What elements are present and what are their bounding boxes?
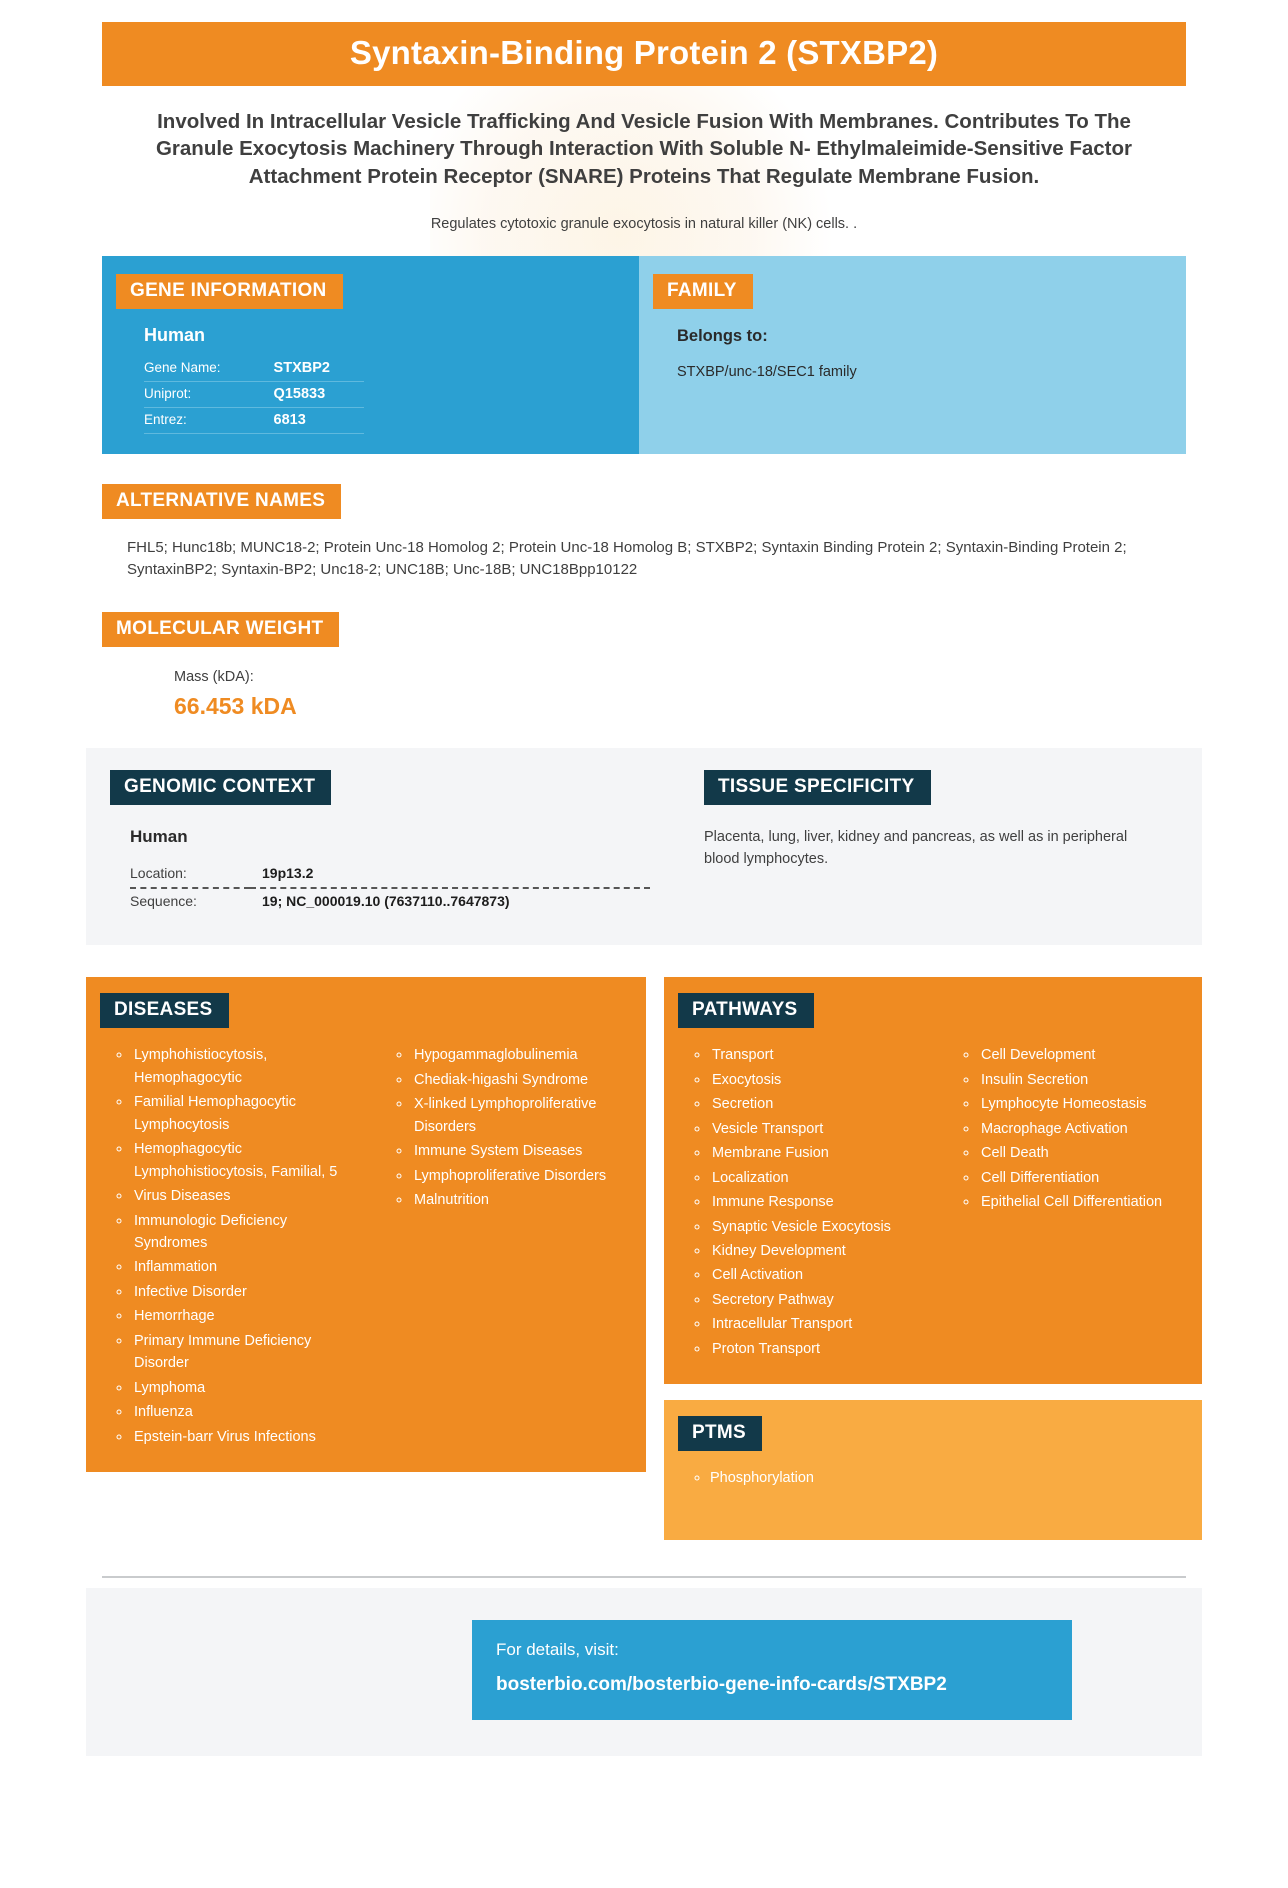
list-item: ◦ Malnutrition bbox=[412, 1189, 636, 1211]
table-row bbox=[130, 861, 650, 888]
list-item: ◦ Familial Hemophagocytic Lymphocytosis bbox=[132, 1091, 356, 1136]
list-item: ◦ Lymphoproliferative Disorders bbox=[412, 1165, 636, 1187]
list-item: ◦ Hemophagocytic Lymphohistiocytosis, Familial, 5 bbox=[132, 1138, 356, 1183]
diseases-column-1 bbox=[86, 1044, 366, 1450]
footer-band bbox=[86, 1588, 1202, 1756]
family-panel bbox=[639, 256, 1186, 454]
table-row bbox=[144, 381, 364, 407]
list-item: ◦ X-linked Lymphoproliferative Disorders bbox=[412, 1093, 636, 1138]
table-row bbox=[130, 888, 650, 915]
tissue-specificity-text: Placenta, lung, liver, kidney and pancreas, as well as in peripheral blood lymphocytes. bbox=[704, 829, 1128, 867]
list-item: ◦ Infective Disorder bbox=[132, 1281, 356, 1303]
list-item: ◦ Lymphohistiocytosis, Hemophagocytic bbox=[132, 1044, 356, 1089]
tissue-specificity-panel bbox=[666, 770, 1202, 915]
gene-info-card bbox=[0, 22, 1288, 1888]
list-item: ◦ Hypogammaglobulinemia bbox=[412, 1044, 636, 1066]
pathways-column-1 bbox=[664, 1044, 933, 1362]
list-item: ◦ Immunologic Deficiency Syndromes bbox=[132, 1210, 356, 1255]
list-item: ◦ Secretory Pathway bbox=[710, 1289, 923, 1311]
uniprot-value: Q15833 bbox=[256, 381, 364, 407]
list-item: ◦ Synaptic Vesicle Exocytosis bbox=[710, 1216, 923, 1238]
family-text: STXBP/unc-18/SEC1 family bbox=[677, 363, 857, 380]
genomic-context-table bbox=[130, 861, 650, 915]
alternative-names-text: FHL5; Hunc18b; MUNC18-2; Protein Unc-18 Homolog 2; Protein Unc-18 Homolog B; STXBP2; Syntaxin Binding Protein 2; Syntaxin-Binding Protein 2; SyntaxinBP2; Syntaxin-BP2; Unc18-2; UNC18B; Unc-18B; UNC18Bpp10122 bbox=[127, 538, 1127, 578]
entrez-value: 6813 bbox=[256, 407, 364, 433]
card-content bbox=[0, 22, 1288, 1756]
list-item: ◦ Influenza bbox=[132, 1401, 356, 1423]
list-item: ◦ Cell Activation bbox=[710, 1264, 923, 1286]
list-item: ◦ Kidney Development bbox=[710, 1240, 923, 1262]
pathways-heading: PATHWAYS bbox=[678, 993, 814, 1028]
list-item: ◦ Cell Differentiation bbox=[979, 1167, 1192, 1189]
genomic-context-heading: GENOMIC CONTEXT bbox=[110, 770, 331, 805]
pathways-columns bbox=[664, 1044, 1202, 1362]
gene-species-label: Human bbox=[144, 324, 206, 345]
location-value: 19p13.2 bbox=[250, 861, 650, 888]
list-item: ◦ Vesicle Transport bbox=[710, 1118, 923, 1140]
list-item: ◦ Chediak-higashi Syndrome bbox=[412, 1069, 636, 1091]
footer-divider bbox=[102, 1576, 1186, 1578]
list-item: ◦ Hemorrhage bbox=[132, 1305, 356, 1327]
list-item: ◦ Phosphorylation bbox=[710, 1467, 1192, 1489]
genomic-tissue-band bbox=[86, 748, 1202, 945]
molecular-weight-label: Mass (kDA): bbox=[174, 669, 254, 686]
table-row bbox=[144, 356, 364, 382]
page-subtitle: Involved In Intracellular Vesicle Trafficking And Vesicle Fusion With Membranes. Contributes To The Granule Exocytosis Machinery Through Interaction With Soluble N- Ethylmaleimide-Sensitive Factor Attachment Protein Receptor (SNARE) Proteins That Regulate Membrane Fusion. bbox=[155, 110, 1133, 188]
diseases-heading: DISEASES bbox=[100, 993, 229, 1028]
gene-information-heading: GENE INFORMATION bbox=[116, 274, 343, 309]
list-item: ◦ Exocytosis bbox=[710, 1069, 923, 1091]
diseases-columns bbox=[86, 1044, 646, 1450]
list-item: ◦ Lymphoma bbox=[132, 1377, 356, 1399]
sequence-value: 19; NC_000019.10 (7637110..7647873) bbox=[262, 893, 510, 910]
list-item: ◦ Localization bbox=[710, 1167, 923, 1189]
ptms-panel bbox=[664, 1400, 1202, 1539]
footer-link-box[interactable] bbox=[472, 1620, 1072, 1720]
sequence-label: Sequence: bbox=[130, 893, 197, 910]
diseases-panel bbox=[86, 977, 646, 1472]
list-item: ◦ Immune System Diseases bbox=[412, 1140, 636, 1162]
list-item: ◦ Macrophage Activation bbox=[979, 1118, 1192, 1140]
list-item: ◦ Intracellular Transport bbox=[710, 1313, 923, 1335]
footer-prompt: For details, visit: bbox=[496, 1639, 619, 1659]
genomic-context-panel bbox=[86, 770, 666, 915]
family-heading: FAMILY bbox=[653, 274, 753, 309]
list-item: ◦ Transport bbox=[710, 1044, 923, 1066]
page-title: Syntaxin-Binding Protein 2 (STXBP2) bbox=[102, 22, 1186, 86]
uniprot-label: Uniprot: bbox=[144, 381, 256, 407]
location-label: Location: bbox=[130, 861, 250, 888]
footer-url[interactable]: bosterbio.com/bosterbio-gene-info-cards/STXBP2 bbox=[496, 1673, 947, 1695]
molecular-weight-value: 66.453 kDA bbox=[174, 693, 297, 720]
alternative-names-section bbox=[102, 484, 1186, 581]
list-item: ◦ Lymphocyte Homeostasis bbox=[979, 1093, 1192, 1115]
family-subheading: Belongs to: bbox=[677, 326, 768, 345]
genomic-species-label: Human bbox=[130, 827, 188, 847]
list-item: ◦ Epstein-barr Virus Infections bbox=[132, 1426, 356, 1448]
tissue-specificity-heading: TISSUE SPECIFICITY bbox=[704, 770, 931, 805]
diseases-column-2 bbox=[366, 1044, 646, 1450]
gene-information-table bbox=[144, 356, 364, 434]
pathways-panel bbox=[664, 977, 1202, 1384]
entrez-label: Entrez: bbox=[144, 407, 256, 433]
list-item: ◦ Insulin Secretion bbox=[979, 1069, 1192, 1091]
list-item: ◦ Immune Response bbox=[710, 1191, 923, 1213]
ptms-heading: PTMS bbox=[678, 1416, 762, 1451]
gene-name-label: Gene Name: bbox=[144, 356, 256, 382]
table-row bbox=[144, 407, 364, 433]
gene-information-panel bbox=[102, 256, 639, 454]
page-summary: Regulates cytotoxic granule exocytosis in natural killer (NK) cells. . bbox=[430, 215, 858, 232]
diseases-pathways-row bbox=[86, 977, 1202, 1540]
pathways-column-2 bbox=[933, 1044, 1202, 1362]
list-item: ◦ Virus Diseases bbox=[132, 1185, 356, 1207]
list-item: ◦ Epithelial Cell Differentiation bbox=[979, 1191, 1192, 1213]
gene-name-value: STXBP2 bbox=[256, 356, 364, 382]
list-item: ◦ Cell Development bbox=[979, 1044, 1192, 1066]
molecular-weight-heading: MOLECULAR WEIGHT bbox=[102, 612, 339, 647]
list-item: ◦ Inflammation bbox=[132, 1256, 356, 1278]
list-item: ◦ Primary Immune Deficiency Disorder bbox=[132, 1330, 356, 1375]
list-item: ◦ Membrane Fusion bbox=[710, 1142, 923, 1164]
list-item: ◦ Proton Transport bbox=[710, 1338, 923, 1360]
ptms-list bbox=[664, 1467, 1202, 1489]
list-item: ◦ Cell Death bbox=[979, 1142, 1192, 1164]
gene-family-row bbox=[102, 256, 1186, 454]
pathways-ptms-column bbox=[664, 977, 1202, 1540]
alternative-names-heading: ALTERNATIVE NAMES bbox=[102, 484, 341, 519]
list-item: ◦ Secretion bbox=[710, 1093, 923, 1115]
molecular-weight-section bbox=[102, 612, 1186, 720]
